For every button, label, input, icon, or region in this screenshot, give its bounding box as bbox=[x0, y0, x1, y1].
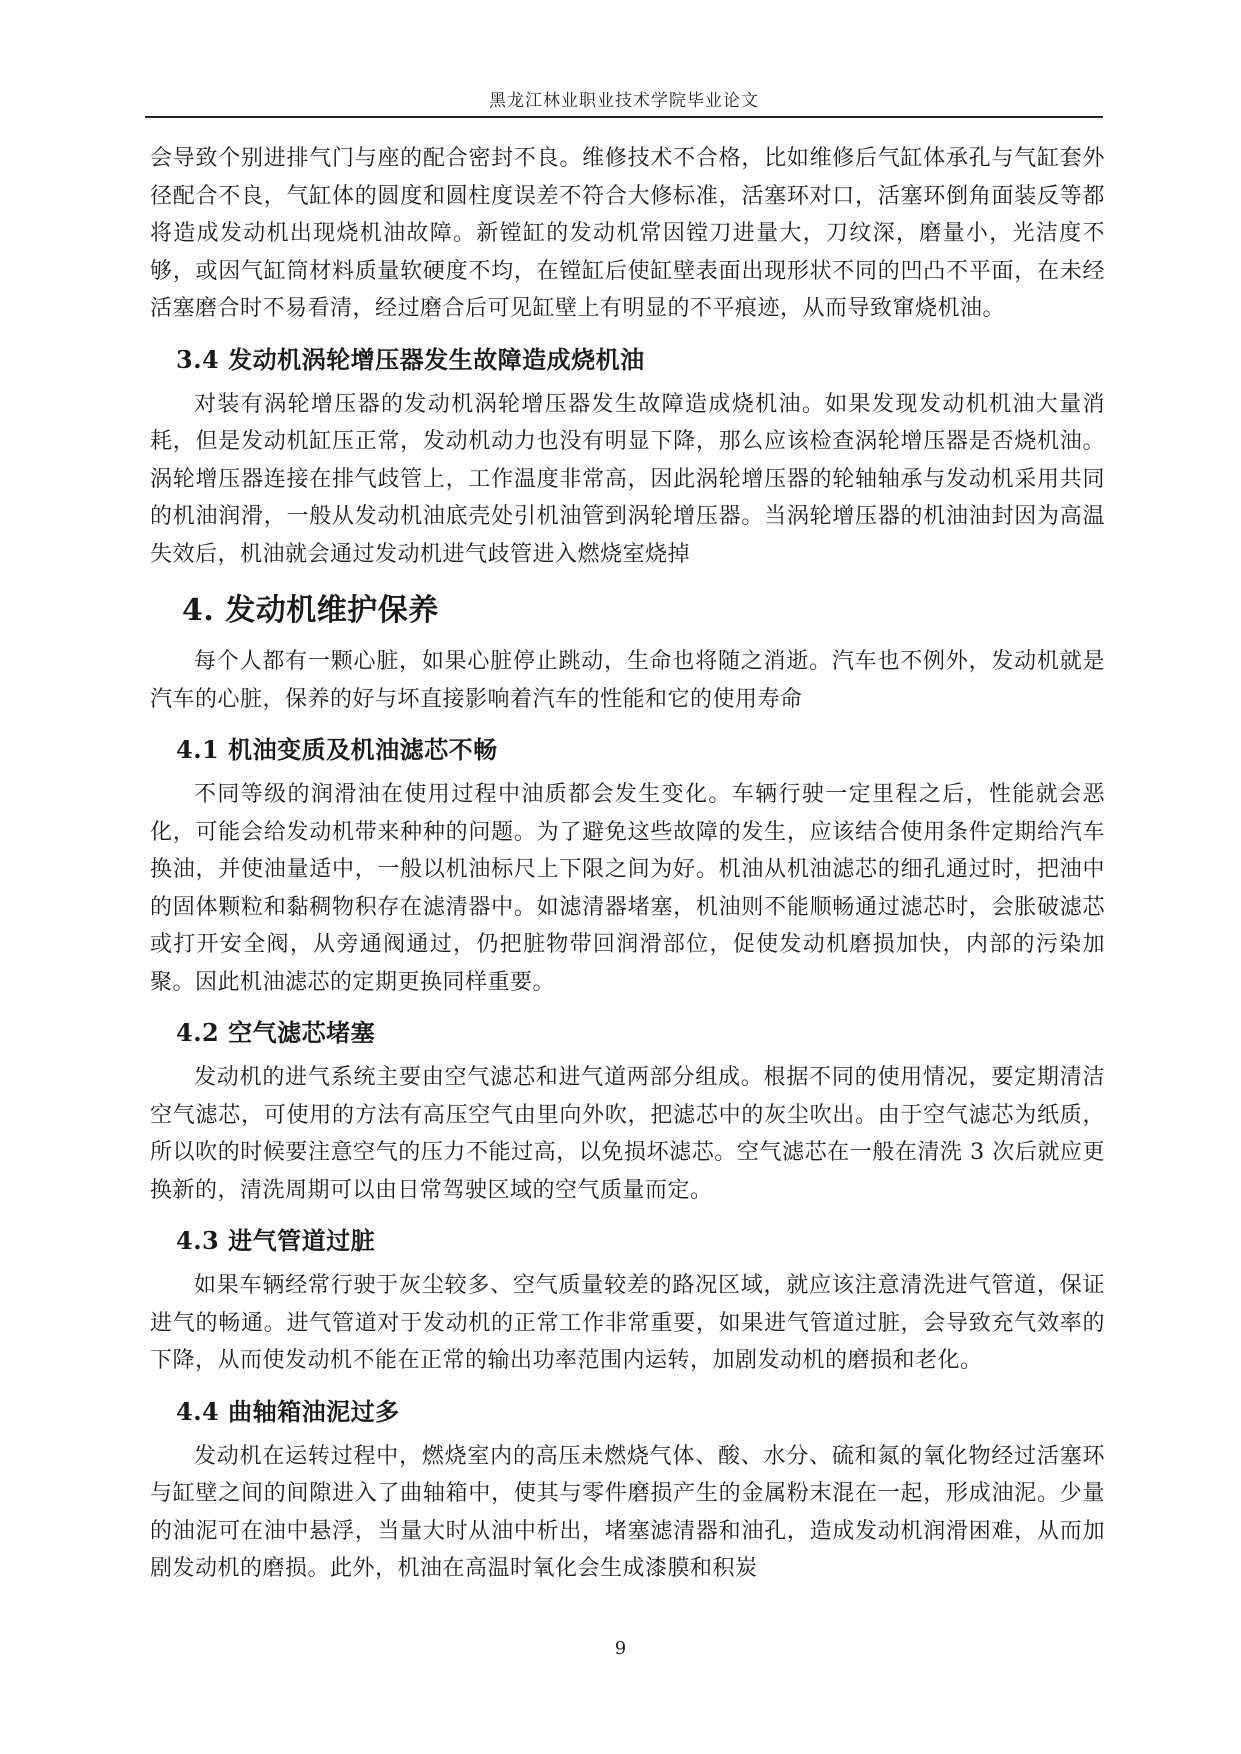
section-heading-4-3: 4.3 进气管道过脏 bbox=[176, 1226, 376, 1255]
paragraph-4-4: 发动机在运转过程中，燃烧室内的高压未燃烧气体、酸、水分、硫和氮的氧化物经过活塞环与缸壁之间的间隙进入了曲轴箱中，使其与零件磨损产生的金属粉末混在一起，形成油泥。少量的油泥可在油中悬浮，当量大时从油中析出，堵塞滤清器和油孔，造成发动机润滑困难，从而加剧发动机的磨损。此外，机油在高温时氧化会生成漆膜和积炭 bbox=[150, 1443, 1105, 1581]
section-heading-4-2: 4.2 空气滤芯堵塞 bbox=[176, 1018, 376, 1047]
section-heading-3-4: 3.4 发动机涡轮增压器发生故障造成烧机油 bbox=[176, 344, 645, 374]
page-number: 9 bbox=[614, 1638, 627, 1659]
paragraph-3-4: 对装有涡轮增压器的发动机涡轮增压器发生故障造成烧机油。如果发现发动机机油大量消耗，但是发动机缸压正常，发动机动力也没有明显下降，那么应该检查涡轮增压器是否烧机油。涡轮增压器连接在排气歧管上，工作温度非常高，因此涡轮增压器的轮轴轴承与发动机采用共同的机油润滑，一般从发动机油底壳处引机油管到涡轮增压器。当涡轮增压器的机油油封因为高温失效后，机油就会通过发动机进气歧管进入燃烧室烧掉 bbox=[150, 391, 1105, 567]
section-heading-4-1: 4.1 机油变质及机油滤芯不畅 bbox=[176, 735, 498, 764]
section-heading-4-4: 4.4 曲轴箱油泥过多 bbox=[176, 1396, 400, 1426]
paragraph-4-3: 如果车辆经常行驶于灰尘较多、空气质量较差的路况区域，就应该注意清洗进气管道，保证进气的畅通。进气管道对于发动机的正常工作非常重要，如果进气管道过脏，会导致充气效率的下降，从而使发动机不能在正常的输出功率范围内运转，加剧发动机的磨损和老化。 bbox=[150, 1273, 1105, 1373]
paragraph-4-1: 不同等级的润滑油在使用过程中油质都会发生变化。车辆行驶一定里程之后，性能就会恶化，可能会给发动机带来种种的问题。为了避免这些故障的发生，应该结合使用条件定期给汽车换油，并使油量适中，一般以机油标尺上下限之间为好。机油从机油滤芯的细孔通过时，把油中的固体颗粒和黏稠物积存在滤清器中。如滤清器堵塞，机油则不能顺畅通过滤芯时，会胀破滤芯或打开安全阀，从旁通阀通过，仍把脏物带回润滑部位，促使发动机磨损加快，内部的污染加聚。因此机油滤芯的定期更换同样重要。 bbox=[150, 782, 1105, 995]
paragraph-4-2: 发动机的进气系统主要由空气滤芯和进气道两部分组成。根据不同的使用情况，要定期清洁空气滤芯，可使用的方法有高压空气由里向外吹，把滤芯中的灰尘吹出。由于空气滤芯为纸质，所以吹的时候要注意空气的压力不能过高，以免损坏滤芯。空气滤芯在一般在清洗 3 次后就应更换新的，清洗周期可以由日常驾驶区域的空气质量而定。 bbox=[150, 1065, 1105, 1203]
page-body bbox=[150, 140, 1105, 1588]
chapter-heading-4: 4. 发动机维护保养 bbox=[182, 593, 439, 628]
running-header: 黑龙江林业职业技术学院毕业论文 bbox=[145, 86, 1103, 118]
paragraph-continued: 会导致个别进排气门与座的配合密封不良。维修技术不合格，比如维修后气缸体承孔与气缸套外径配合不良，气缸体的圆度和圆柱度误差不符合大修标准，活塞环对口，活塞环倒角面装反等都将造成发动机出现烧机油故障。新镗缸的发动机常因镗刀进量大，刀纹深，磨量小，光洁度不够，或因气缸筒材料质量软硬度不均，在镗缸后使缸壁表面出现形状不同的凹凸不平面，在未经活塞磨合时不易看清，经过磨合后可见缸壁上有明显的不平痕迹，从而导致窜烧机油。 bbox=[150, 146, 1105, 321]
paragraph-4: 每个人都有一颗心脏，如果心脏停止跳动，生命也将随之消逝。汽车也不例外，发动机就是汽车的心脏，保养的好与坏直接影响着汽车的性能和它的使用寿命 bbox=[150, 649, 1105, 712]
